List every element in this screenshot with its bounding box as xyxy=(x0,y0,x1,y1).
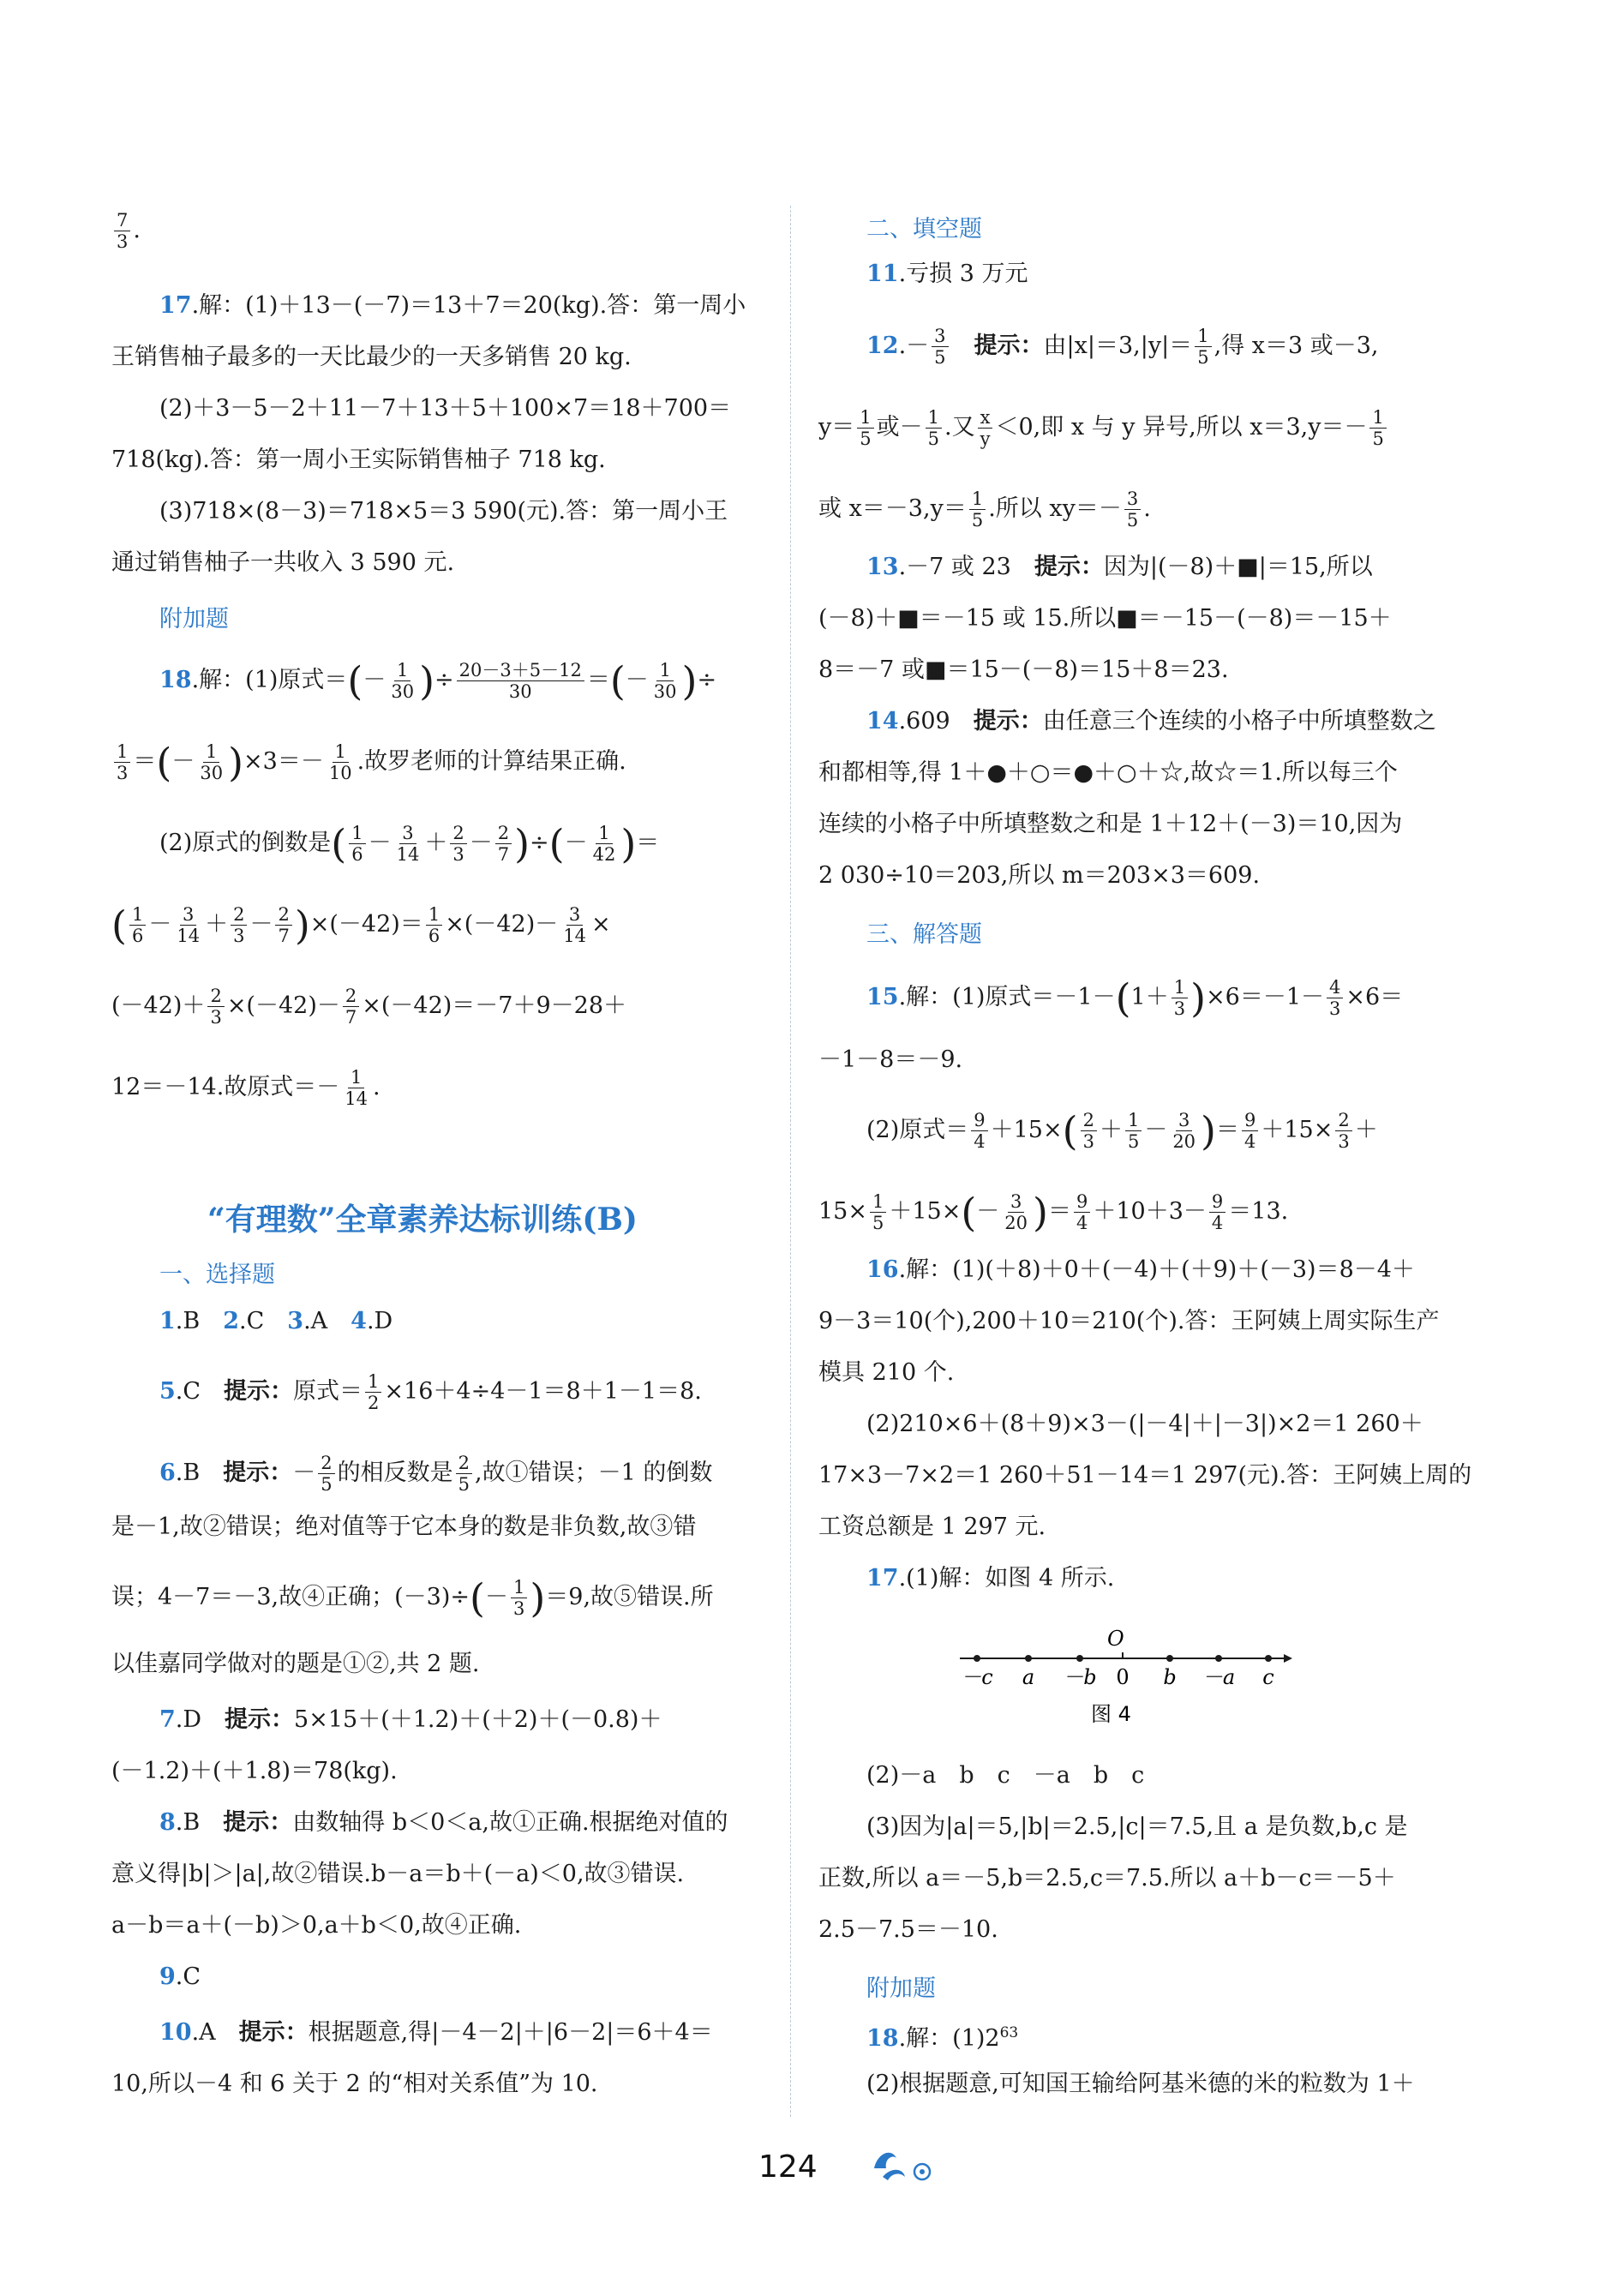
text-line: a－b＝a＋(－b)＞0,a＋b＜0,故④正确. xyxy=(111,1912,522,1939)
text-line: 以佳嘉同学做对的题是①②,共 2 题. xyxy=(111,1651,480,1677)
answer-5: 5.C 提示：原式＝ $\frac{1}{2}$ ×16＋4÷4－1＝8＋1－1＝8. xyxy=(159,1371,702,1413)
problem-18-line: 18.解：(1)原式＝(－ $\frac{1}{30}$ )÷ $\frac{20-3+5-12}{30}$ ＝(－ $\frac{1}{30}$ )÷ xyxy=(159,657,717,704)
figure-caption: 图 4 xyxy=(1091,1702,1131,1726)
number-line-label: －a xyxy=(1202,1665,1236,1689)
number-line-figure xyxy=(951,1620,1294,1731)
equation-line: 15× $\frac{1}{5}$ ＋15×(－ $\frac{3}{20}$ )＝ $\frac{9}{4}$ ＋10＋3－ $\frac{9}{4}$ ＝13. xyxy=(818,1189,1289,1236)
text-line: 模具 210 个. xyxy=(818,1359,955,1386)
answer-14: 14.609 提示：由任意三个连续的小格子中所填整数之 xyxy=(866,708,1436,734)
equation-line: $\frac{1}{3}$ ＝(－ $\frac{1}{30}$ )×3＝－ $\frac{1}{10}$ .故罗老师的计算结果正确. xyxy=(111,741,626,783)
text-line: (－8)＋■＝－15 或 15.所以■＝－15－(－8)＝－15＋ xyxy=(818,605,1392,632)
answer-13: 13.－7 或 23 提示：因为|(－8)＋■|＝15,所以 xyxy=(866,554,1373,580)
text-line: 9－3＝10(个),200＋10＝210(个).答：王阿姨上周实际生产 xyxy=(818,1308,1440,1334)
text-line: 和都相等,得 1＋●＋○＝●＋○＋☆,故☆＝1.所以每三个 xyxy=(818,759,1398,786)
answer-18: 18.解：$(1)2^{63}$ xyxy=(866,2024,1019,2052)
text-line: 通过销售柚子一共收入 3 590 元. xyxy=(111,549,455,576)
text-line: 工资总额是 1 297 元. xyxy=(818,1514,1046,1540)
text-line: (2)＋3－5－2＋11－7＋13＋5＋100×7＝18＋700＝ xyxy=(159,395,732,422)
text-line: 意义得|b|＞|a|,故②错误.b－a＝b＋(－a)＜0,故③错误. xyxy=(111,1861,685,1887)
text-line: 2 030÷10＝203,所以 m＝203×3＝609. xyxy=(818,862,1261,889)
page-number: 124 xyxy=(758,2149,818,2185)
equation-line: 12＝－14.故原式＝－ $\frac{1}{14}$ . xyxy=(111,1067,381,1109)
text-line: (2)210×6＋(8＋9)×3－(|－4|＋|－3|)×2＝1 260＋ xyxy=(866,1411,1423,1437)
text-line: －1－8＝－9. xyxy=(818,1046,963,1073)
answer-10: 10.A 提示：根据题意,得|－4－2|＋|6－2|＝6＋4＝ xyxy=(159,2019,713,2046)
answer-6: 6.B 提示：－ $\frac{2}{5}$ 的相反数是 $\frac{2}{5}$ ,故①错误；－1 的倒数 xyxy=(159,1453,713,1495)
section-heading: 附加题 xyxy=(866,1975,936,2002)
answer-15: 15.解：(1)原式＝－1－(1＋ $\frac{1}{3}$ )×6＝－1－ $\frac{4}{3}$ ×6＝ xyxy=(866,974,1404,1022)
text-line: 2.5－7.5＝－10. xyxy=(818,1916,998,1943)
fraction-tail: $\frac{7}{3}$ . xyxy=(111,210,141,252)
text-line: 17×3－7×2＝1 260＋51－14＝1 297(元).答：王阿姨上周的 xyxy=(818,1462,1472,1489)
text-line: 10,所以－4 和 6 关于 2 的“相对关系值”为 10. xyxy=(111,2071,598,2097)
number-line-point xyxy=(1076,1655,1083,1662)
answer-7: 7.D 提示：5×15＋(＋1.2)＋(＋2)＋(－0.8)＋ xyxy=(159,1706,662,1733)
section-heading: 一、选择题 xyxy=(159,1262,275,1288)
equation-line: y＝ $\frac{1}{5}$ 或－ $\frac{1}{5}$ .又 $\frac{x}{y}$ ＜0,即 x 与 y 异号,所以 x＝3,y＝－ $\frac{1}{5}$ xyxy=(818,407,1389,449)
text-line: (2)－a b c －a b c xyxy=(866,1762,1145,1789)
number-line-point xyxy=(1215,1655,1222,1662)
text-line: (－1.2)＋(＋1.8)＝78(kg). xyxy=(111,1758,398,1784)
number-line-point xyxy=(1025,1655,1032,1662)
equation-line: ( $\frac{1}{6}$ － $\frac{3}{14}$ ＋ $\frac{2}{3}$ － $\frac{2}{7}$ )×(－42)＝ $\frac{1}{6}$ ×(－42)－ $\frac{3}{14}$ × xyxy=(111,902,611,949)
number-line-point xyxy=(1265,1655,1272,1662)
answer-9: 9.C xyxy=(159,1963,201,1990)
section-heading: 附加题 xyxy=(159,606,229,632)
text-line: (3)718×(8－3)＝718×5＝3 590(元).答：第一周小王 xyxy=(159,498,728,525)
text-line: 正数,所以 a＝－5,b＝2.5,c＝7.5.所以 a＋b－c＝－5＋ xyxy=(818,1865,1396,1891)
equation-line: (2)原式＝ $\frac{9}{4}$ ＋15×( $\frac{2}{3}$ ＋ $\frac{1}{5}$ － $\frac{3}{20}$ )＝ $\frac{9}{4}$ ＋15× $\frac{2}{3}$ ＋ xyxy=(866,1107,1378,1154)
answer-17: 17.(1)解：如图 4 所示. xyxy=(866,1565,1115,1592)
column-divider xyxy=(790,206,791,2117)
equation-line: (－42)＋ $\frac{2}{3}$ ×(－42)－ $\frac{2}{7}$ ×(－42)＝－7＋9－28＋ xyxy=(111,986,626,1028)
text-line: 是－1,故②错误；绝对值等于它本身的数是非负数,故③错 xyxy=(111,1514,697,1540)
chapter-title: “有理数”全章素养达标训练(B) xyxy=(207,1202,638,1238)
number-line-label: b xyxy=(1163,1665,1177,1689)
number-line-point xyxy=(974,1655,980,1662)
text-line: (3)因为|a|＝5,|b|＝2.5,|c|＝7.5,且 a 是负数,b,c 是 xyxy=(866,1813,1408,1840)
answers-1-4: 1.B 2.C 3.A 4.D xyxy=(159,1308,393,1334)
equation-line: (2)原式的倒数是( $\frac{1}{6}$ － $\frac{3}{14}$ ＋ $\frac{2}{3}$ － $\frac{2}{7}$ )÷(－ $\frac{1}{42}$ )＝ xyxy=(159,820,660,867)
equation-line: 或 x＝－3,y＝ $\frac{1}{5}$ .所以 xy＝－ $\frac{3}{5}$ . xyxy=(818,489,1151,531)
equation-line: 误；4－7＝－3,故④正确；(－3)÷(－ $\frac{1}{3}$ )＝9,故⑤错误.所 xyxy=(111,1574,714,1622)
number-line-label: c xyxy=(1262,1665,1274,1689)
text-line: 连续的小格子中所填整数之和是 1＋12＋(－3)＝10,因为 xyxy=(818,811,1403,837)
text-line: 8＝－7 或■＝15－(－8)＝15＋8＝23. xyxy=(818,656,1229,683)
number-line-label: －c xyxy=(961,1665,993,1689)
number-line-label: a xyxy=(1022,1665,1035,1689)
text-line: 王销售柚子最多的一天比最少的一天多销售 20 kg. xyxy=(111,344,632,370)
section-heading: 三、解答题 xyxy=(866,921,982,948)
text-line: (2)根据题意,可知国王输给阿基米德的米的粒数为 1＋ xyxy=(866,2071,1415,2097)
answer-12: 12.－ $\frac{3}{5}$ 提示：由|x|＝3,|y|＝ $\frac{1}{5}$ ,得 x＝3 或－3, xyxy=(866,326,1379,368)
publisher-logo-icon xyxy=(867,2143,944,2184)
number-line-label: －b xyxy=(1063,1665,1097,1689)
answer-16: 16.解：(1)(＋8)＋0＋(－4)＋(＋9)＋(－3)＝8－4＋ xyxy=(866,1256,1415,1283)
origin-label: O xyxy=(1107,1627,1124,1651)
answer-8: 8.B 提示：由数轴得 b＜0＜a,故①正确.根据绝对值的 xyxy=(159,1809,728,1836)
text-line: 718(kg).答：第一周小王实际销售柚子 718 kg. xyxy=(111,447,606,473)
answer-11: 11.亏损 3 万元 xyxy=(866,261,1028,287)
section-heading: 二、填空题 xyxy=(866,216,982,243)
number-line-point xyxy=(1166,1655,1173,1662)
number-line-label: 0 xyxy=(1116,1665,1130,1689)
problem-17-line: 17.解：(1)＋13－(－7)＝13＋7＝20(kg).答：第一周小 xyxy=(159,292,746,319)
